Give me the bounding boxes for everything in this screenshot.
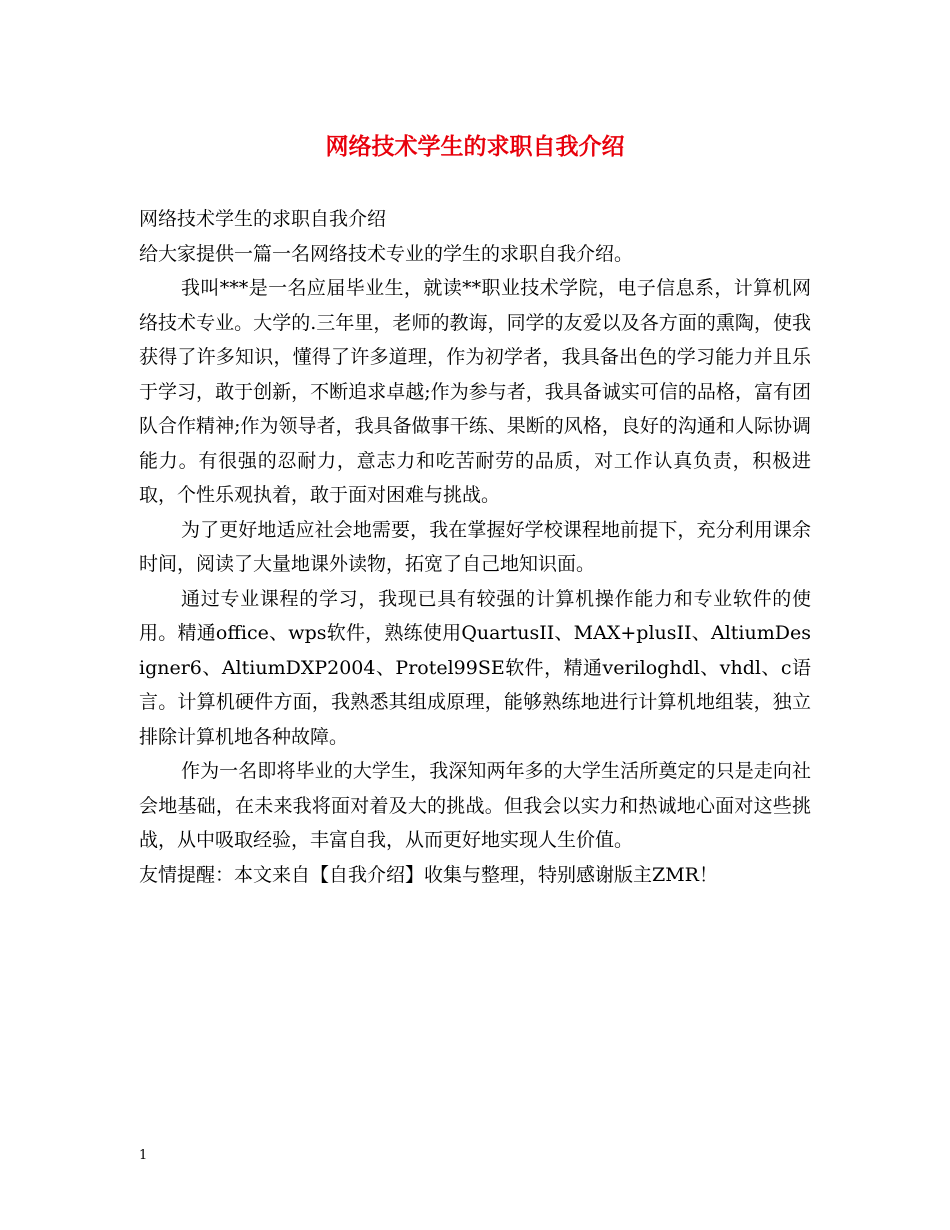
closing-paragraph: 作为一名即将毕业的大学生，我深知两年多的大学生活所奠定的只是走向社会地基础，在未来我将面对着及大的挑战。但我会以实力和热诚地心面对这些挑战，从中吸取经验，丰富自我，从而更好地实现人生价值。	[139, 760, 811, 851]
self-description-paragraph: 我叫***是一名应届毕业生，就读**职业技术学院，电子信息系，计算机网络技术专业。大学的.三年里，老师的教诲，同学的友爱以及各方面的熏陶，使我获得了许多知识，懂得了许多道理，作为初学者，我具备出色的学习能力并且乐于学习，敢于创新，不断追求卓越;作为参与者，我具备诚实可信的品格，富有团队合作精神;作为领导者，我具备做事干练、果断的风格，良好的沟通和人际协调能力。有很强的忍耐力，意志力和吃苦耐劳的品质，对工作认真负责，积极进取，个性乐观执着，敢于面对困难与挑战。	[139, 277, 811, 506]
skills-paragraph: 通过专业课程的学习，我现已具有较强的计算机操作能力和专业软件的使用。精通office、wps软件，熟练使用QuartusII、MAX+plusII、AltiumDesigner6、AltiumDXP2004、Protel99SE软件，精通veriloghdl、vhdl、c语言。计算机硬件方面，我熟悉其组成原理，能够熟练地进行计算机地组装，独立排除计算机地各种故障。	[139, 587, 811, 748]
reminder-paragraph: 友情提醒：本文来自【自我介绍】收集与整理，特别感谢版主ZMR！	[139, 863, 718, 886]
subtitle-paragraph: 网络技术学生的求职自我介绍	[139, 208, 387, 230]
document-body	[139, 202, 811, 892]
study-paragraph: 为了更好地适应社会地需要，我在掌握好学校课程地前提下，充分利用课余时间，阅读了大量地课外读物，拓宽了自己地知识面。	[139, 518, 811, 575]
page-number: 1	[139, 1148, 148, 1163]
intro-paragraph: 给大家提供一篇一名网络技术专业的学生的求职自我介绍。	[139, 242, 634, 265]
document-title: 网络技术学生的求职自我介绍	[325, 133, 625, 160]
